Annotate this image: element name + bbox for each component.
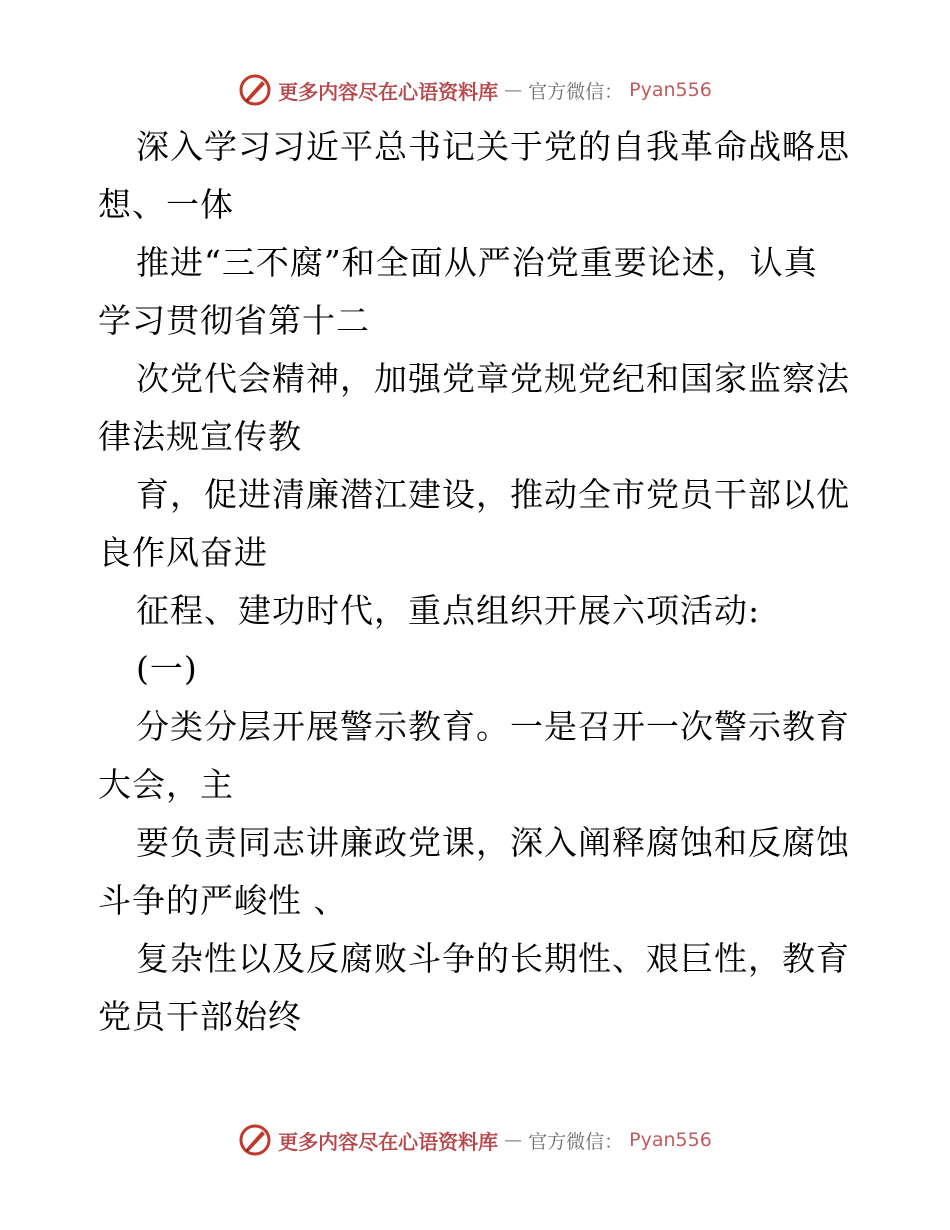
text-line: 深入学习习近平总书记关于党的自我革命战略思 <box>136 127 850 166</box>
banner-wechat-label: 官方微信： <box>528 80 624 103</box>
banner-wechat-id: Pyan556 <box>629 79 712 101</box>
banner-title: 更多内容尽在心语资料库 <box>278 1129 499 1154</box>
header-banner <box>0 72 950 108</box>
banner-content <box>238 73 712 107</box>
text-line: 育，促进清廉潜江建设，推动全市党员干部以优 <box>136 475 850 514</box>
text-line: 学习贯彻省第十二 <box>98 301 370 340</box>
footer-banner <box>0 1122 950 1158</box>
text-line: 想、一体 <box>98 185 234 224</box>
text-line: 征程、建功时代，重点组织开展六项活动: <box>136 591 761 630</box>
pen-logo-icon <box>238 1123 272 1157</box>
text-line: 分类分层开展警示教育。一是召开一次警示教育 <box>136 707 850 746</box>
banner-title: 更多内容尽在心语资料库 <box>278 79 499 104</box>
text-line: 斗争的严峻性 、 <box>98 881 348 920</box>
document-body <box>98 118 858 1046</box>
banner-content <box>238 1123 712 1157</box>
banner-dash: — <box>504 79 523 101</box>
section-number: (一) <box>136 649 198 688</box>
text-line: 良作风奋进 <box>98 533 268 572</box>
banner-wechat-label: 官方微信： <box>528 1130 624 1153</box>
text-line: 推进“三不腐”和全面从严治党重要论述，认真 <box>136 243 818 282</box>
text-line: 要负责同志讲廉政党课，深入阐释腐蚀和反腐蚀 <box>136 823 850 862</box>
banner-wechat-id: Pyan556 <box>629 1129 712 1151</box>
pen-logo-icon <box>238 73 272 107</box>
text-line: 次党代会精神，加强党章党规党纪和国家监察法 <box>136 359 850 398</box>
text-line: 复杂性以及反腐败斗争的长期性、艰巨性，教育 <box>136 939 850 978</box>
text-line: 律法规宣传教 <box>98 417 302 456</box>
banner-dash: — <box>504 1129 523 1151</box>
text-line: 大会，主 <box>98 765 234 804</box>
text-line: 党员干部始终 <box>98 997 302 1036</box>
